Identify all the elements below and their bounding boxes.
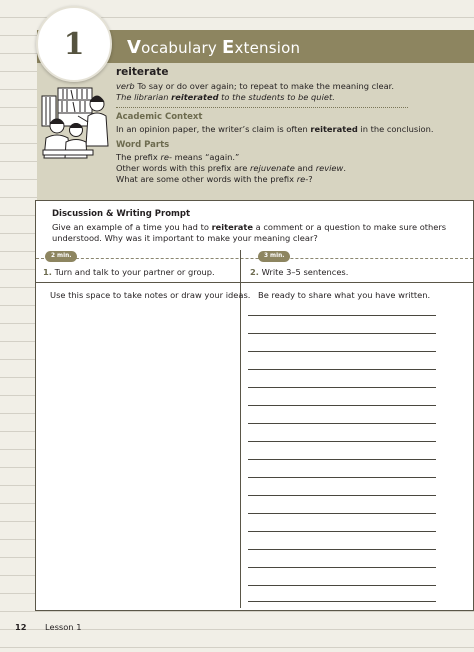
librarian-students-illustration-icon xyxy=(40,86,110,162)
word-parts-line-3: What are some other words with the prefix re-? xyxy=(116,174,313,184)
page-title: Vocabulary Extension xyxy=(127,37,301,58)
time-badge-step-2: 3 min. xyxy=(258,251,290,262)
writing-line[interactable] xyxy=(248,423,436,424)
step-2-label: 2. Write 3–5 sentences. xyxy=(250,267,349,277)
writing-line[interactable] xyxy=(248,513,436,514)
word-parts-line-1: The prefix re- means “again.” xyxy=(116,152,240,162)
lesson-number-badge xyxy=(36,6,112,82)
lesson-label: Lesson 1 xyxy=(45,622,82,632)
writing-line[interactable] xyxy=(248,315,436,316)
time-badge-step-1: 2 min. xyxy=(45,251,77,262)
writing-line[interactable] xyxy=(248,459,436,460)
writing-line[interactable] xyxy=(248,333,436,334)
writing-line[interactable] xyxy=(248,441,436,442)
writing-line[interactable] xyxy=(248,477,436,478)
column-divider xyxy=(240,250,241,608)
writing-line[interactable] xyxy=(248,531,436,532)
definition: verb To say or do over again; to repeat to make the meaning clear. xyxy=(116,81,394,91)
word-parts-heading: Word Parts xyxy=(116,140,170,150)
writing-line[interactable] xyxy=(248,585,436,586)
definition-example: The librarian reiterated to the students to be quiet. xyxy=(116,92,335,102)
writing-line[interactable] xyxy=(248,369,436,370)
step-divider xyxy=(36,282,473,283)
notes-instruction: Use this space to take notes or draw your ideas. xyxy=(50,290,251,300)
prompt-text: Give an example of a time you had to reiterate a comment or a question to make sure others understood. Why was it important to make your meaning clear? xyxy=(52,222,447,243)
word-parts-line-2: Other words with this prefix are rejuvenate and review. xyxy=(116,163,346,173)
prompt-heading: Discussion & Writing Prompt xyxy=(52,209,191,219)
writing-line[interactable] xyxy=(248,567,436,568)
vocabulary-word: reiterate xyxy=(116,66,169,78)
page-number: 12 xyxy=(15,622,27,632)
writing-line[interactable] xyxy=(248,495,436,496)
writing-instruction: Be ready to share what you have written. xyxy=(258,290,431,300)
writing-line[interactable] xyxy=(248,549,436,550)
step-1-label: 1. Turn and talk to your partner or group. xyxy=(43,267,215,277)
academic-context-text: In an opinion paper, the writer’s claim is often reiterated in the conclusion. xyxy=(116,124,434,134)
writing-line[interactable] xyxy=(248,351,436,352)
academic-context-heading: Academic Context xyxy=(116,112,203,122)
writing-line[interactable] xyxy=(248,405,436,406)
lesson-number: 1 xyxy=(63,26,85,62)
notes-area[interactable] xyxy=(37,304,239,608)
dotted-divider xyxy=(116,107,408,108)
writing-line[interactable] xyxy=(248,601,436,602)
writing-line[interactable] xyxy=(248,387,436,388)
dashed-divider xyxy=(36,258,473,259)
